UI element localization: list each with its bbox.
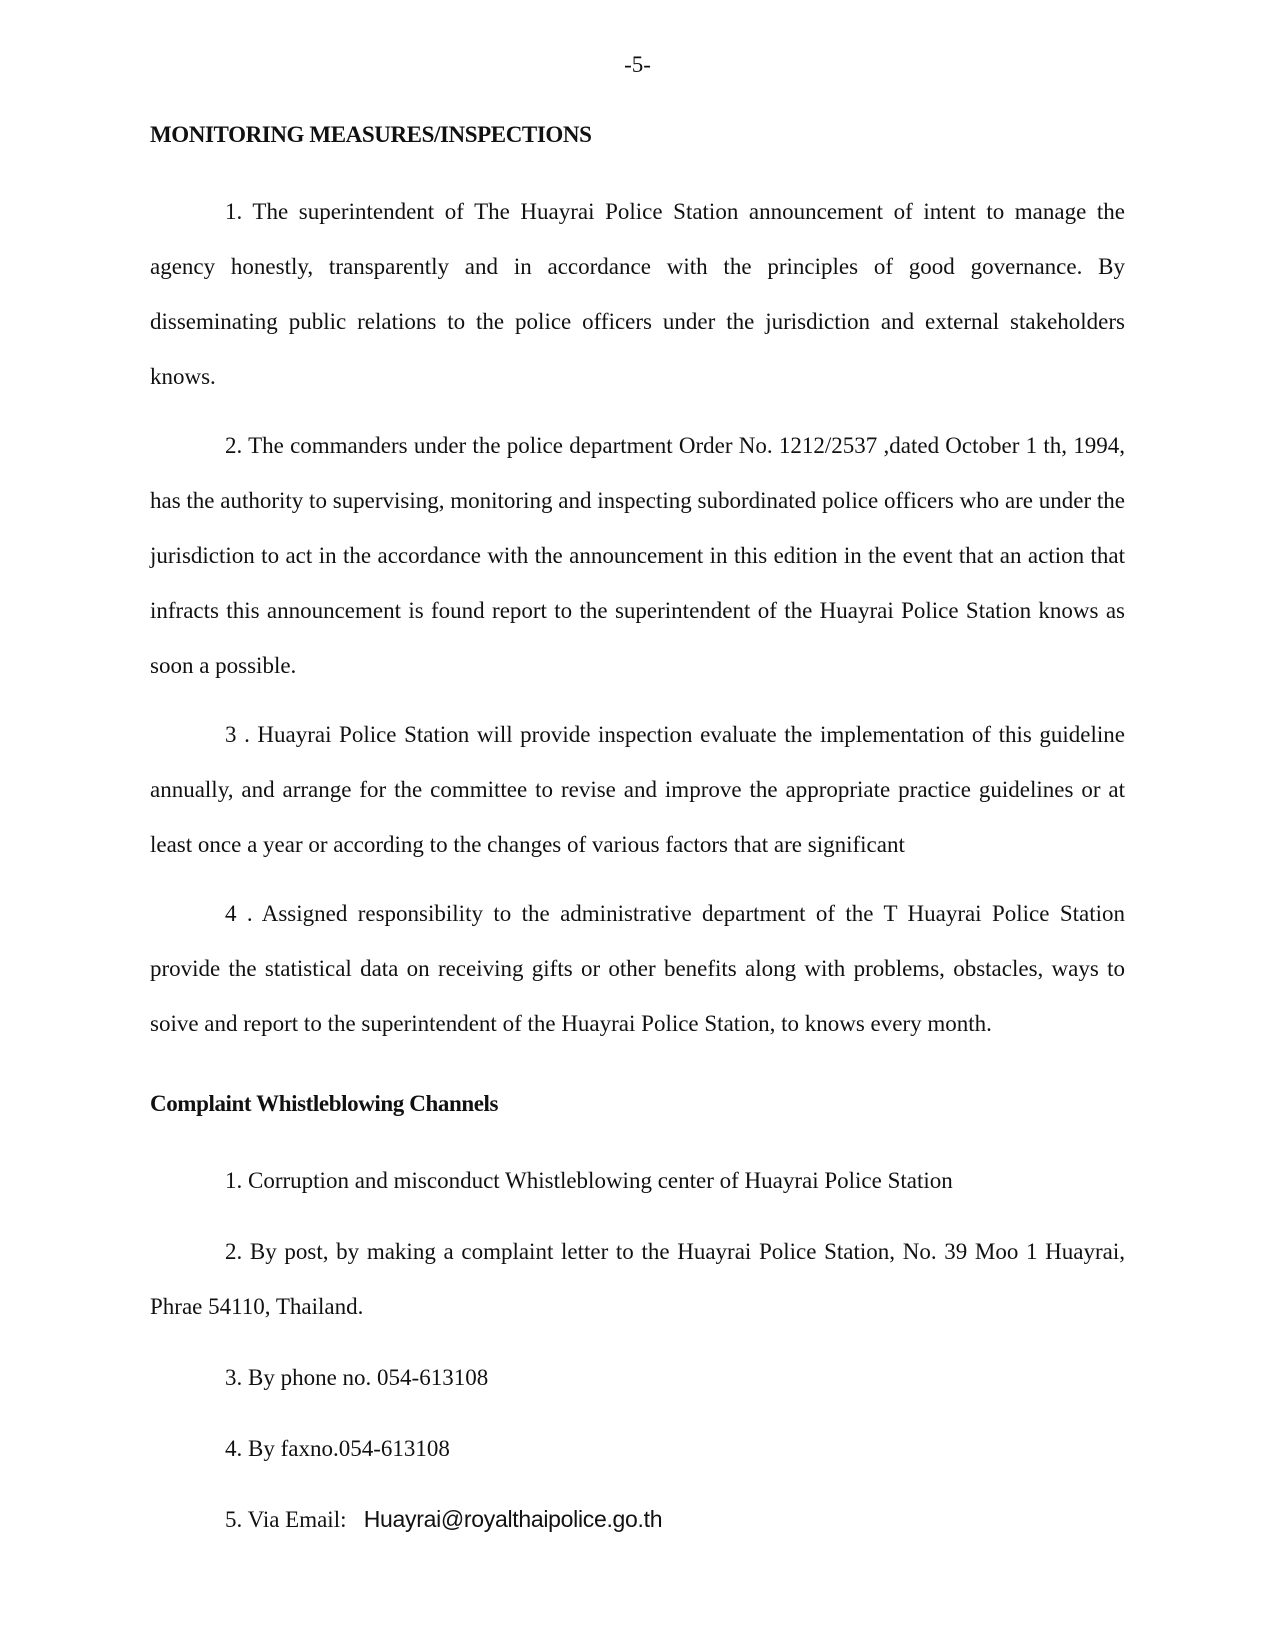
email-address-link[interactable]: Huayrai@royalthaipolice.go.th (363, 1506, 663, 1532)
complaint-channel-3-phone: 3. By phone no. 054-613108 (225, 1365, 489, 1390)
complaint-channel-5-email (150, 1492, 1125, 1547)
monitoring-item-1: 1. The superintendent of The Huayrai Police Station announcement of intent to manage the agency honestly, transparently and in accordance with the principles of good governance. By disseminating public relations to the police officers under the jurisdiction and external stakeholders knows. (150, 199, 1125, 389)
email-label: 5. Via Email: (225, 1507, 364, 1532)
complaint-channel-2-post: 2. By post, by making a complaint letter to the Huayrai Police Station, No. 39 Moo 1 Huayrai, Phrae 54110, Thailand. (150, 1239, 1125, 1319)
document-body (150, 120, 1125, 1563)
monitoring-item-3: 3 . Huayrai Police Station will provide inspection evaluate the implementation of this guideline annually, and arrange for the committee to revise and improve the appropriate practice guidelines or at least once a year or according to the changes of various factors that are significant (150, 722, 1125, 857)
section-heading-monitoring: MONITORING MEASURES/INSPECTIONS (150, 122, 592, 147)
monitoring-item-4: 4 . Assigned responsibility to the administrative department of the T Huayrai Police Station provide the statistical data on receiving gifts or other benefits along with problems, obstacles, ways to soive and report to the superintendent of the Huayrai Police Station, to knows every month. (150, 901, 1125, 1036)
monitoring-item-2: 2. The commanders under the police department Order No. 1212/2537 ,dated October 1 th, 1994, has the authority to supervising, monitoring and inspecting subordinated police officers who are under the jurisdiction to act in the accordance with the announcement in this edition in the event that an action that infracts this announcement is found report to the superintendent of the Huayrai Police Station knows as soon a possible. (150, 433, 1125, 678)
complaint-channel-4-fax: 4. By faxno.054-613108 (225, 1436, 450, 1461)
section-heading-complaints: Complaint Whistleblowing Channels (150, 1091, 499, 1116)
complaint-channel-1: 1. Corruption and misconduct Whistleblowing center of Huayrai Police Station (225, 1168, 953, 1193)
page-number: -5- (624, 52, 651, 77)
